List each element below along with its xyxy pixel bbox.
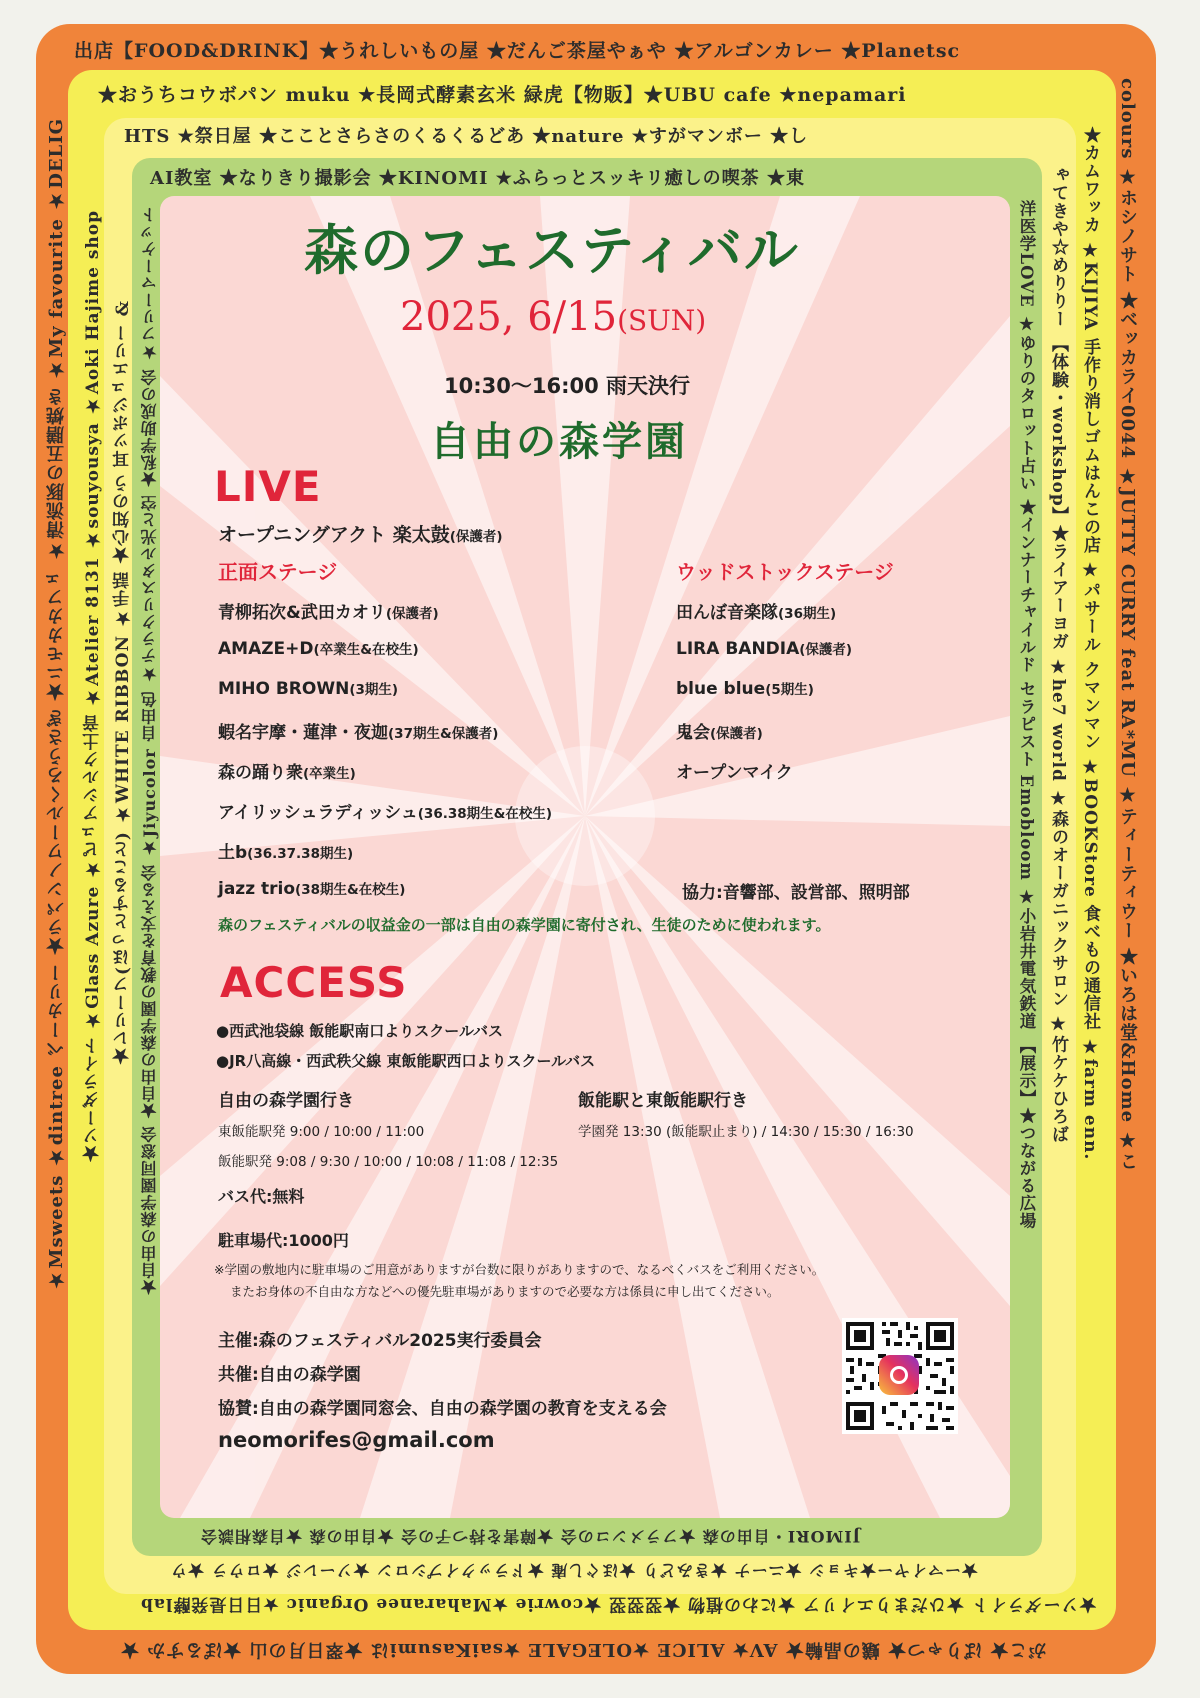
- vendor-ring-second-bottom: ★ソーダライト ★ひだまりエイリア ★にわの植物 ★翌翌翌 ★cowrie ★Maharanee Organic ★日日是発酵lab: [140, 1594, 1097, 1614]
- performer-name: jazz trio: [218, 879, 296, 899]
- bus-to-school-heading: 自由の森学園行き: [218, 1091, 354, 1111]
- performer-right: [676, 678, 814, 699]
- performer-right: [676, 638, 852, 659]
- performer-note: (37期生&保護者): [388, 726, 499, 742]
- performer-left: [218, 798, 552, 823]
- vendor-ring-second-right: ★カムワッカ ★KIJIYA 手作り消しゴムはんこの店 ★パサール クマンマン ★BOOKStore 食べもの通信社 ★farm enn.: [1080, 126, 1100, 1161]
- vendor-ring-outer-bottom: がこ★ ばりゃつ★ 蟻の晶輪★ AV★ ALICE ★OLEGALE ★saiKasumiは ★翠日月の山 ★ぽるすか ★: [120, 1639, 1047, 1660]
- sponsor: 協賛:自由の森学園同窓会、自由の森学園の教育を支える会: [218, 1399, 667, 1419]
- performer-name: 土b: [218, 843, 248, 863]
- access-route-2: ●JR八高線・西武秩父線 東飯能駅西口よりスクールバス: [216, 1052, 596, 1070]
- bus-return: 学園発 13:30 (飯能駅止まり) / 14:30 / 15:30 / 16:30: [578, 1124, 914, 1140]
- parking-note-1: ※学園の敷地内に駐車場のご用意がありますが台数に限りがありますので、なるべくバスをご利用ください。: [214, 1262, 825, 1277]
- performer-name: 田んぼ音楽隊: [676, 603, 778, 623]
- bus-from-school-heading: 飯能駅と東飯能駅行き: [578, 1091, 748, 1111]
- performer-name: 青柳拓次&武田カオリ: [218, 603, 386, 623]
- performer-left: [218, 638, 419, 659]
- support-credit: 協力:音響部、設営部、照明部: [682, 883, 910, 903]
- performer-note: (保護者): [710, 726, 763, 742]
- opening-act: [218, 520, 503, 547]
- performer-note: (36.38期生&在校生): [417, 806, 553, 822]
- vendor-ring-outer-right: colours ★ホシノサト ★ベッカライ0044 ★JUTTY CURRY feat RA*MU ★ティーティウー ★いろは堂&Home ★こ: [1117, 78, 1138, 1172]
- opening-act-name: オープニングアクト 楽太鼓: [218, 524, 450, 546]
- performer-name: 鬼会: [676, 723, 710, 743]
- vendor-ring-fourth-top: AI教室 ★なりきり撮影会 ★KINOMI ★ふらっとスッキリ癒しの喫茶 ★東: [150, 168, 805, 189]
- vendor-ring-outer-top: 出店【FOOD&DRINK】★うれしいもの屋 ★だんご茶屋やぁや ★アルゴンカレー ★Planetsc: [74, 40, 961, 62]
- performer-note: (36.37.38期生): [247, 846, 354, 862]
- contact-email[interactable]: neomorifes@gmail.com: [218, 1428, 495, 1452]
- stage-left-heading: 正面ステージ: [218, 560, 338, 584]
- event-date-number: 2025, 6/15: [400, 294, 618, 340]
- vendor-ring-third-bottom: ★ーマイヤー★キョシ ★ニーナ ★きみどり ★ほぐし庵 ★ドラックイプシロン ★ソーレジ ★ロウラ ★ウ: [170, 1561, 978, 1580]
- vendor-ring-second-left: ★ソーダライト ★Glass Azure ★ピュアシルク土音 ★Atelier 8131 ★souyousya ★Aoki Hajime shop: [83, 210, 103, 1163]
- performer-name: MIHO BROWN: [218, 679, 350, 699]
- performer-note: (保護者): [799, 642, 853, 658]
- performer-note: (3期生): [349, 682, 399, 698]
- event-venue: 自由の森学園: [430, 418, 688, 465]
- performer-left: [218, 878, 405, 899]
- performer-left: [218, 838, 353, 863]
- bus-fare: バス代:無料: [218, 1187, 305, 1206]
- performer-right: [676, 718, 763, 743]
- live-heading: LIVE: [214, 462, 322, 511]
- performer-left: [218, 678, 398, 699]
- performer-note: (36期生): [778, 606, 837, 622]
- access-route-1: ●西武池袋線 飯能駅南口よりスクールバス: [216, 1022, 503, 1040]
- vendor-ring-third-right: ゃてきや☆めりりー 【体験・workshop】★ライアーヨガ ★he7 world ★森のオーガニックサロン ★竹ケケひろば: [1048, 166, 1068, 1144]
- performer-left: [218, 598, 439, 623]
- performer-name: LIRA BANDIA: [676, 639, 800, 659]
- donation-note: 森のフェスティバルの収益金の一部は自由の森学園に寄付され、生徒のために使われます。: [218, 916, 831, 934]
- vendor-ring-third-left: ★レリーフ(ほっとすること) ★WHITE RIBBON ★手話 ★心知のう 耳ツボジュエリー &: [113, 300, 133, 1066]
- performer-name: 蝦名宇摩・蓮津・夜迦: [218, 723, 388, 743]
- organizer: 主催:森のフェスティバル2025実行委員会: [218, 1331, 542, 1351]
- event-title: 森のフェスティバル: [304, 218, 800, 282]
- opening-act-note: (保護者): [449, 529, 503, 545]
- performer-name: blue blue: [676, 679, 766, 699]
- event-time: 10:30〜16:00 雨天決行: [444, 374, 691, 398]
- access-heading: ACCESS: [220, 958, 408, 1007]
- event-day: (SUN): [617, 304, 707, 337]
- event-date: [400, 294, 706, 340]
- instagram-icon[interactable]: [879, 1355, 919, 1395]
- performer-name: オープンマイク: [676, 763, 793, 783]
- bus-higashi-hanno: 東飯能駅発 9:00 / 10:00 / 11:00: [218, 1124, 425, 1140]
- performer-name: アイリッシュラディッシュ: [218, 803, 418, 823]
- performer-name: 森の踊り衆: [218, 763, 303, 783]
- parking-note-2: またお身体の不自由な方などへの優先駐車場がありますので必要な方は係員に申し出てください。: [230, 1284, 780, 1299]
- bus-hanno: 飯能駅発 9:08 / 9:30 / 10:00 / 10:08 / 11:08 / 12:35: [218, 1154, 559, 1170]
- instagram-icon-lens: [890, 1366, 908, 1384]
- performer-right: [676, 598, 836, 623]
- parking-fee: 駐車場代:1000円: [218, 1231, 349, 1250]
- performer-note: (卒業生&在校生): [313, 642, 419, 658]
- performer-name: AMAZE+D: [218, 639, 314, 659]
- performer-left: [218, 758, 356, 783]
- performer-note: (保護者): [385, 606, 439, 622]
- performer-note: (5期生): [765, 682, 814, 698]
- vendor-ring-fourth-right: 洋医学LOVE ★ゆりのタロット占い ★インナーチャイルド セラピスト Emobloom ★小岩井電気鉄道 【展示】★つながる広場: [1017, 200, 1036, 1230]
- vendor-ring-fourth-bottom: JIMORI・自由の森 ★フラメンコの会 ★障害を持つ子の会 ★自由の森 ★自森相談会: [200, 1527, 861, 1546]
- cohost: 共催:自由の森学園: [218, 1365, 361, 1385]
- vendor-ring-fourth-left: ★自由の森学園同窓会 ★自由の森学園の教育を支える会 ★Jiyucolor 自由色 ★テラクリスタル光と空 ★私学助成の会 ★フリーマーケット: [140, 206, 159, 1296]
- performer-note: (38期生&在校生): [295, 882, 406, 898]
- vendor-ring-third-top: HTS ★祭日屋 ★こことさらさのくるくるどあ ★nature ★すがマンボー ★し: [124, 126, 809, 147]
- vendor-ring-second-top: ★おうちコウボパン muku ★長岡式酵素玄米 緑虎【物販】★UBU cafe ★nepamari: [98, 84, 907, 106]
- performer-note: (卒業生): [303, 766, 356, 782]
- stage-right-heading: ウッドストックステージ: [676, 560, 894, 584]
- performer-left: [218, 718, 498, 743]
- performer-right: [676, 758, 793, 783]
- vendor-ring-outer-left: ★Msweets ★dintree ベーカリー ★ラパンノワールくろうさぎ ★ニモカカフェ ★清流豚の五膳焼き ★My favourite ★DELIG: [46, 118, 67, 1291]
